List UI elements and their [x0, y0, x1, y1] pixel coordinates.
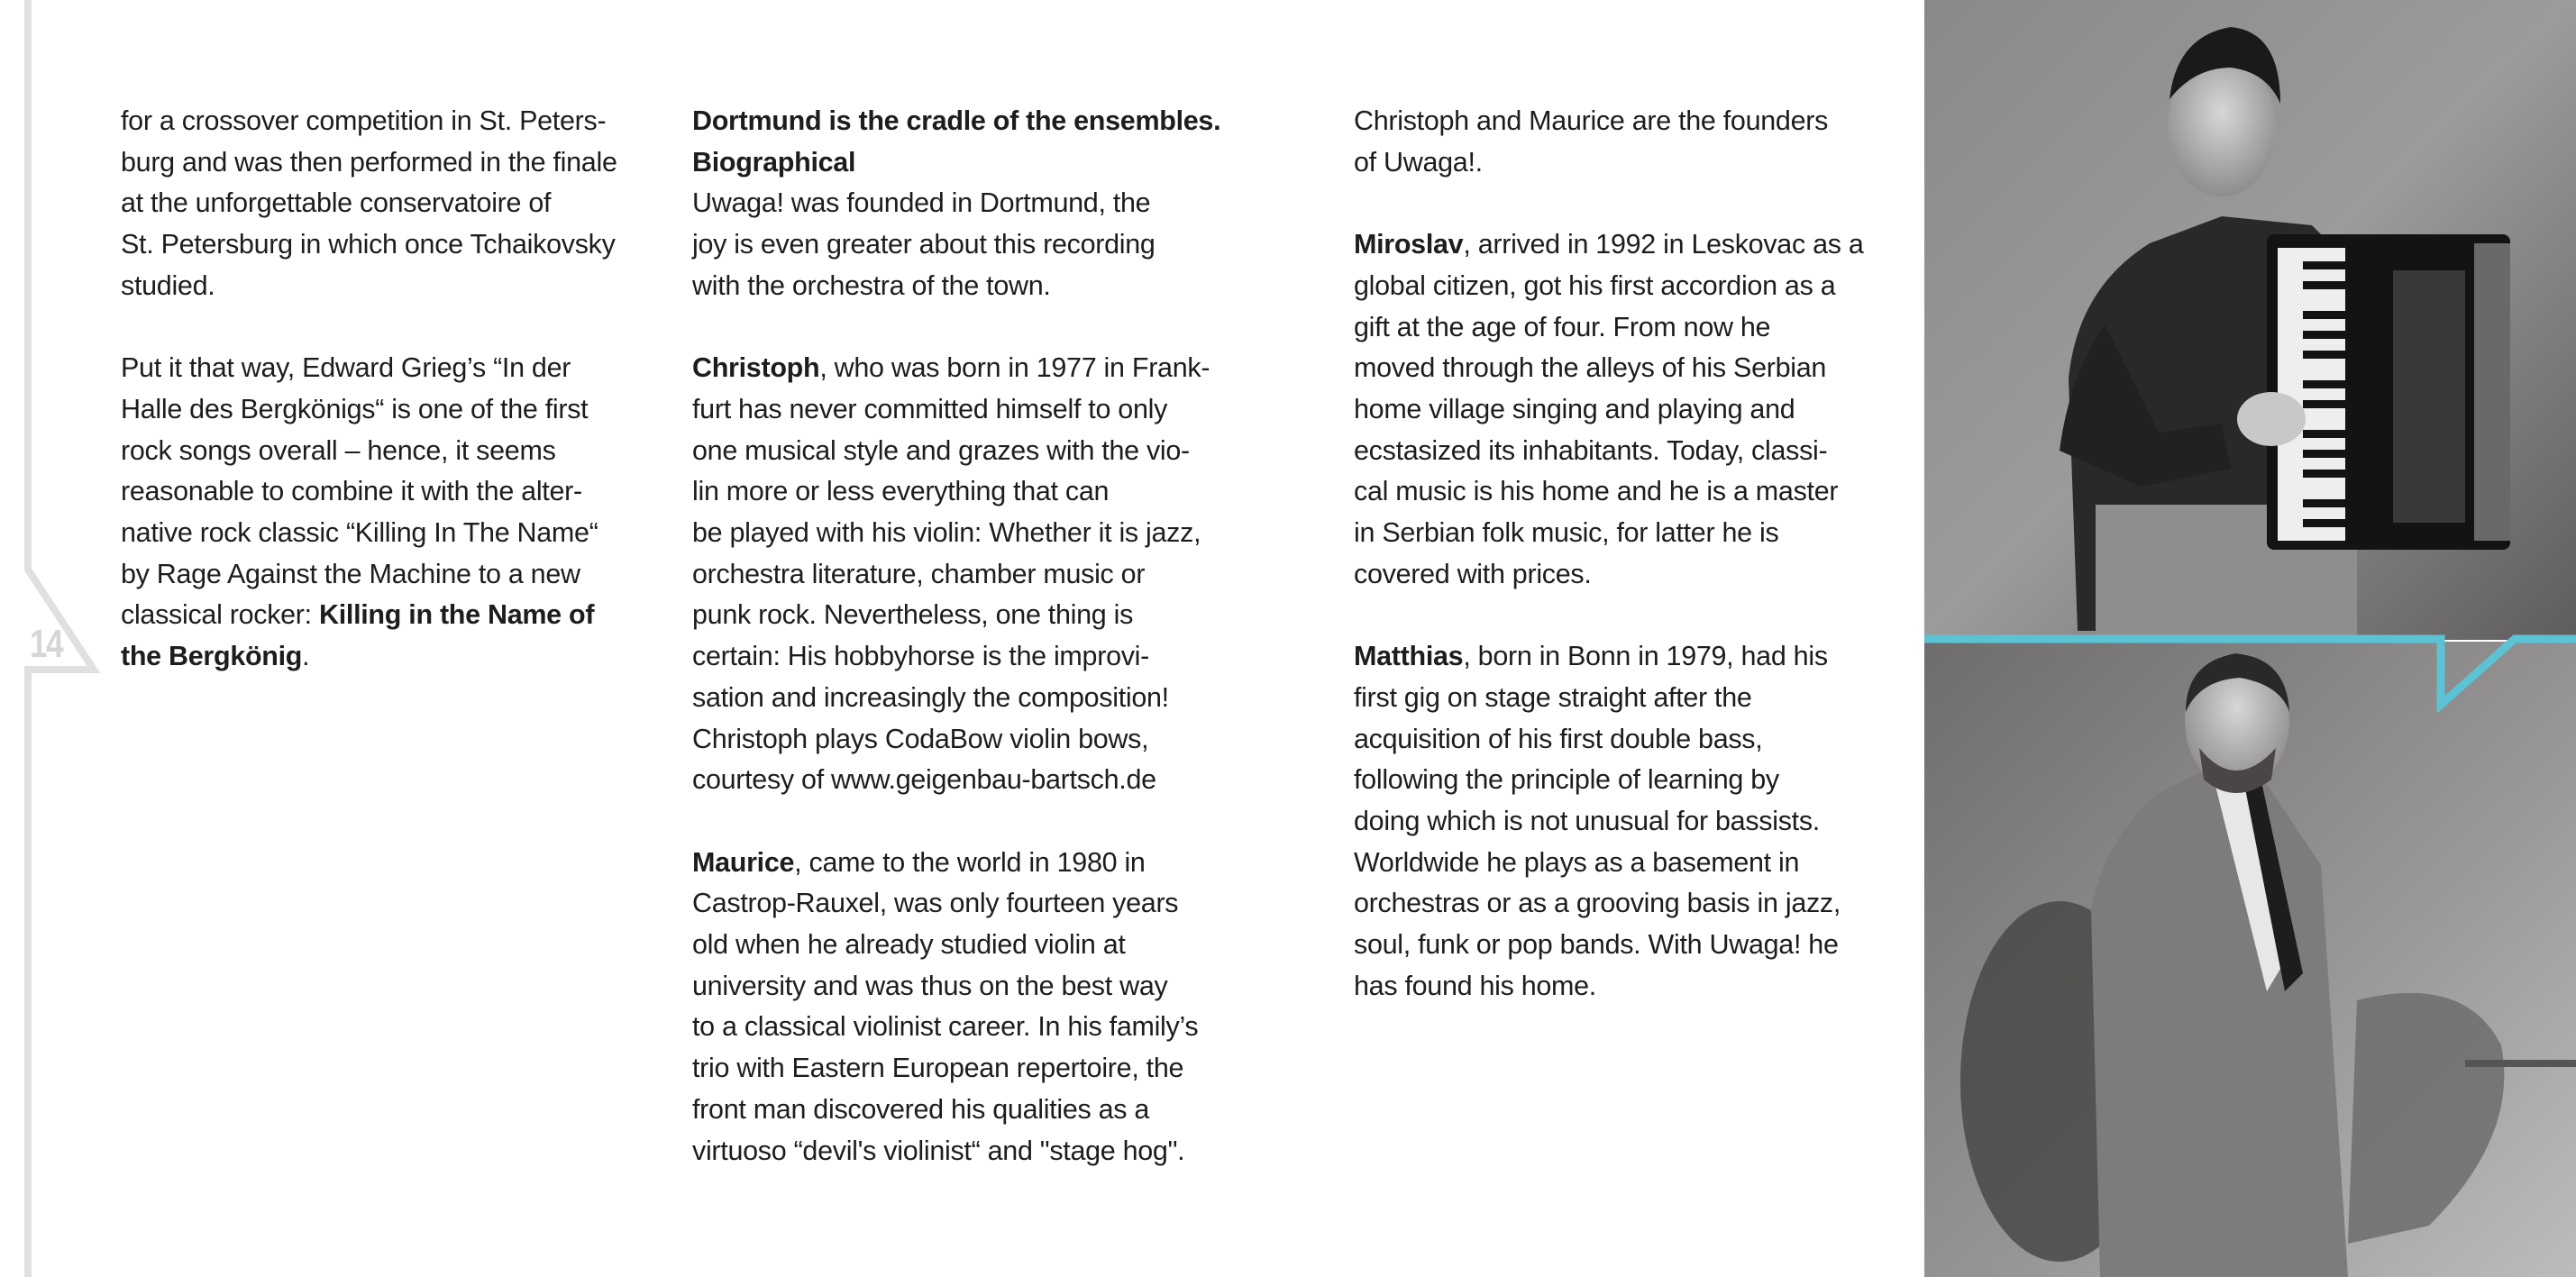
text-line: first gig on stage straight after the: [1354, 681, 1752, 713]
page-number: 14: [30, 622, 62, 666]
text-line: in Serbian folk music, for latter he is: [1354, 517, 1779, 549]
text-line: covered with prices.: [1354, 558, 1592, 589]
photo-accordion-player: [1924, 0, 2576, 640]
text-line: university and was thus on the best way: [692, 970, 1168, 1001]
text-line: acquisition of his first double bass,: [1354, 723, 1763, 754]
text-line: Halle des Bergkönigs“ is one of the first: [121, 393, 589, 424]
text-column-right: [1354, 101, 1895, 1048]
text-line: Christoph plays CodaBow violin bows,: [692, 723, 1149, 754]
paragraph-christoph: [692, 348, 1242, 801]
text-line: certain: His hobbyhorse is the improvi-: [692, 641, 1150, 672]
text-line: native rock classic “Killing In The Name“: [121, 517, 598, 549]
piece-title-bold: the Bergkönig: [121, 641, 303, 672]
text-line: virtuoso “devil's violinist“ and "stage hog".: [692, 1135, 1185, 1166]
member-name: Christoph: [692, 352, 820, 384]
text-fragment: , came to the world in 1980 in: [794, 846, 1146, 878]
text-line: following the principle of learning by: [1354, 764, 1779, 796]
text-fragment: .: [302, 641, 310, 672]
text-line: be played with his violin: Whether it is jazz,: [692, 517, 1201, 549]
text-line: sation and increasingly the composition!: [692, 681, 1169, 713]
text-line: has found his home.: [1354, 970, 1596, 1001]
page-edge-rule: [0, 0, 126, 1277]
text-line: Put it that way, Edward Grieg’s “In der: [121, 352, 571, 384]
text-line: one musical style and grazes with the vio-: [692, 434, 1190, 466]
paragraph-founders: [1354, 101, 1895, 183]
text-line: [1354, 636, 1895, 678]
text-line: furt has never committed himself to only: [692, 393, 1168, 424]
text-line: global citizen, got his first accordion as a: [1354, 269, 1836, 301]
section-heading: Dortmund is the cradle of the ensembles.: [692, 105, 1221, 136]
paragraph-matthias: [1354, 636, 1895, 1007]
text-line: orchestras or as a grooving basis in jazz,: [1354, 888, 1841, 919]
text-fragment: classical rocker:: [121, 599, 320, 631]
text-line: for a crossover competition in St. Peters-: [121, 105, 607, 136]
text-line: Castrop-Rauxel, was only fourteen years: [692, 888, 1179, 919]
piece-title-bold: Killing in the Name of: [319, 599, 595, 631]
text-line: rock songs overall – hence, it seems: [121, 434, 556, 466]
text-line: [121, 595, 662, 636]
text-line: front man discovered his qualities as a: [692, 1093, 1150, 1125]
text-line: Worldwide he plays as a basement in: [1354, 846, 1800, 878]
member-name: Maurice: [692, 846, 795, 878]
section-subheading: Biographical: [692, 146, 856, 178]
text-line: of Uwaga!.: [1354, 146, 1483, 178]
text-line: [692, 348, 1242, 389]
text-line: soul, funk or pop bands. With Uwaga! he: [1354, 929, 1839, 961]
text-line: gift at the age of four. From now he: [1354, 311, 1771, 342]
paragraph-grieg: [121, 348, 662, 678]
text-line: old when he already studied violin at: [692, 929, 1126, 961]
text-line: Uwaga! was founded in Dortmund, the: [692, 187, 1151, 219]
text-line: orchestra literature, chamber music or: [692, 558, 1146, 589]
text-line: doing which is not unusual for bassists.: [1354, 805, 1820, 836]
text-line: Christoph and Maurice are the founders: [1354, 105, 1829, 136]
text-line: to a classical violinist career. In his family’s: [692, 1011, 1199, 1043]
text-fragment: , born in Bonn in 1979, had his: [1463, 641, 1828, 672]
text-line: [121, 636, 662, 678]
text-line: home village singing and playing and: [1354, 393, 1795, 424]
text-fragment: , arrived in 1992 in Leskovac as a: [1463, 229, 1864, 260]
text-line: burg and was then performed in the finale: [121, 146, 617, 178]
text-line: punk rock. Nevertheless, one thing is: [692, 599, 1134, 631]
text-line: studied.: [121, 269, 215, 301]
text-line: [1354, 224, 1895, 266]
member-name: Matthias: [1354, 641, 1464, 672]
text-line: by Rage Against the Machine to a new: [121, 558, 580, 589]
text-column-middle: [692, 101, 1242, 1213]
text-line: courtesy of www.geigenbau-bartsch.de: [692, 764, 1156, 796]
text-line: reasonable to combine it with the alter-: [121, 476, 582, 507]
member-name: Miroslav: [1354, 229, 1464, 260]
text-line: St. Petersburg in which once Tchaikovsky: [121, 229, 616, 260]
photo-double-bass-player: [1924, 642, 2576, 1277]
text-line: [692, 843, 1242, 884]
paragraph-dortmund: [692, 101, 1242, 307]
paragraph-maurice: [692, 843, 1242, 1172]
photo-strip: [1924, 0, 2576, 1277]
text-line: cal music is his home and he is a master: [1354, 476, 1839, 507]
text-line: ecstasized its inhabitants. Today, classi-: [1354, 434, 1828, 466]
text-fragment: , who was born in 1977 in Frank-: [819, 352, 1210, 384]
paragraph-competition: [121, 101, 662, 307]
text-line: trio with Eastern European repertoire, the: [692, 1053, 1184, 1084]
text-line: joy is even greater about this recording: [692, 229, 1156, 260]
text-line: lin more or less everything that can: [692, 476, 1110, 507]
text-line: at the unforgettable conservatoire of: [121, 187, 552, 219]
paragraph-miroslav: [1354, 224, 1895, 595]
text-column-left: [121, 101, 662, 719]
text-line: with the orchestra of the town.: [692, 269, 1051, 301]
text-line: moved through the alleys of his Serbian: [1354, 352, 1827, 384]
